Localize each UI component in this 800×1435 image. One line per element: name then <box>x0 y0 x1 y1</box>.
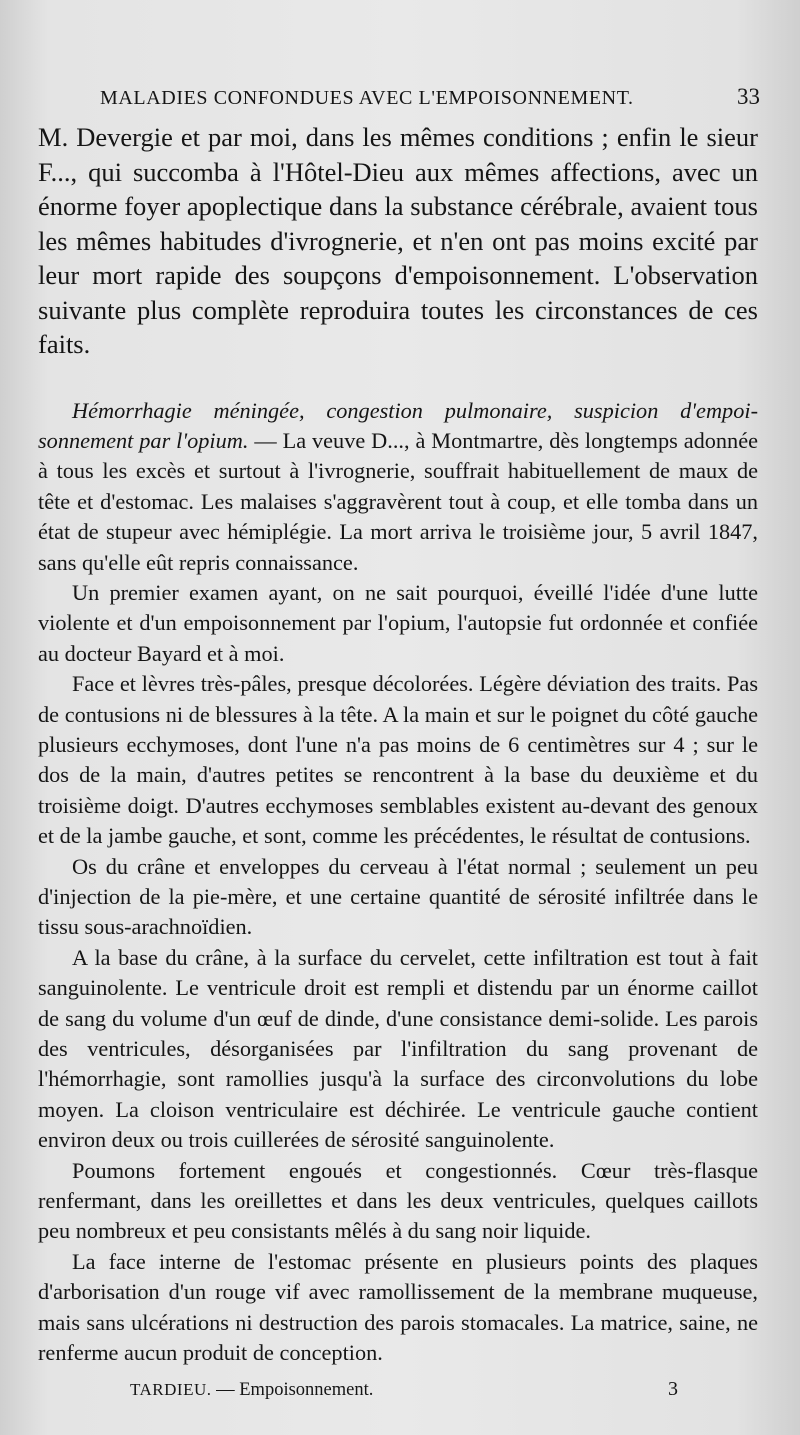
case-paragraph <box>38 396 758 578</box>
body-text <box>38 120 758 1369</box>
running-title: MALADIES CONFONDUES AVEC L'EMPOISONNEMENT. <box>100 87 634 109</box>
page-footer <box>130 1378 678 1401</box>
page-number: 33 <box>737 84 760 109</box>
footer-author: TARDIEU. <box>130 1380 212 1399</box>
case-text: — La veuve D..., à Montmartre, dès longtemps adonnée à tous les excès et surtout à l'ivrognerie, souffrait habituellement de maux de tête et d'estomac. Les malaises s'aggravèrent tout à coup, et elle tomba dans un état de stupeur avec hémiplégie. La mort arriva le troisième jour, 5 avril 1847, sans qu'elle eût repris connaissance. <box>38 427 759 575</box>
signature-mark: 3 <box>668 1378 678 1400</box>
footer-title: — Empoisonnement. <box>211 1380 374 1400</box>
paragraph-face: Face et lèvres très-pâles, presque décolorées. Légère déviation des traits. Pas de contusions ni de blessures à la tête. A la main et sur le poignet du côté gauche plusieurs ecchymoses, dont l'une n'a pas moins de 6 centimètres sur 4 ; sur le dos de la main, d'autres petites se rencontrent à la base du deuxième et du troisième doigt. D'autres ecchymoses semblables existent au-devant des genoux et de la jambe gauche, et sont, comme les précédentes, le résultat de contusions. <box>38 671 758 849</box>
paragraph-lungs: Poumons fortement engoués et congestionnés. Cœur très-flasque renfermant, dans les oreillettes et dans les deux ventricules, quelques caillots peu nombreux et peu consistants mêlés à du sang noir liquide. <box>38 1157 758 1244</box>
case-title: Hémorrhagie méningée, congestion pulmonaire, suspicion d'empoisonnement par l'opium. <box>38 397 758 453</box>
paragraph-skull: Os du crâne et enveloppes du cerveau à l'état normal ; seulement un peu d'injection de la pie-mère, et une certaine quantité de sérosité infiltrée dans le tissu sous-arachnoïdien. <box>38 853 758 940</box>
paragraph-stomach: La face interne de l'estomac présente en plusieurs points des plaques d'arborisation d'un rouge vif avec ramollissement de la membrane muqueuse, mais sans ulcérations ni destruction des parois stomacales. La matrice, saine, ne renferme aucun produit de conception. <box>38 1248 758 1366</box>
intro-paragraph: M. Devergie et par moi, dans les mêmes conditions ; enfin le sieur F..., qui succomba à l'Hôtel-Dieu aux mêmes affections, avec un énorme foyer apoplectique dans la substance cérébrale, avaient tous les mêmes habitudes d'ivrognerie, et n'en ont pas moins excité par leur mort rapide des soupçons d'empoisonnement. L'observation suivante plus complète reproduira toutes les circonstances de ces faits. <box>38 122 758 359</box>
footer-imprint <box>130 1380 373 1401</box>
paragraph-brain-base: A la base du crâne, à la surface du cervelet, cette infiltration est tout à fait sanguinolente. Le ventricule droit est rempli et distendu par un énorme caillot de sang du volume d'un œuf de dinde, d'une consistance demi-solide. Les parois des ventricules, désorganisées par l'infiltration du sang provenant de l'hémorrhagie, sont ramollies jusqu'à la surface des circonvolutions du lobe moyen. La cloison ventriculaire est déchirée. Le ventricule gauche contient environ deux ou trois cuillerées de sérosité sanguinolente. <box>38 944 758 1153</box>
section-gap <box>38 362 758 396</box>
paragraph-examination: Un premier examen ayant, on ne sait pourquoi, éveillé l'idée d'une lutte violente et d'un empoisonnement par l'opium, l'autopsie fut ordonnée et confiée au docteur Bayard et à moi. <box>38 579 758 666</box>
running-head <box>100 84 760 110</box>
